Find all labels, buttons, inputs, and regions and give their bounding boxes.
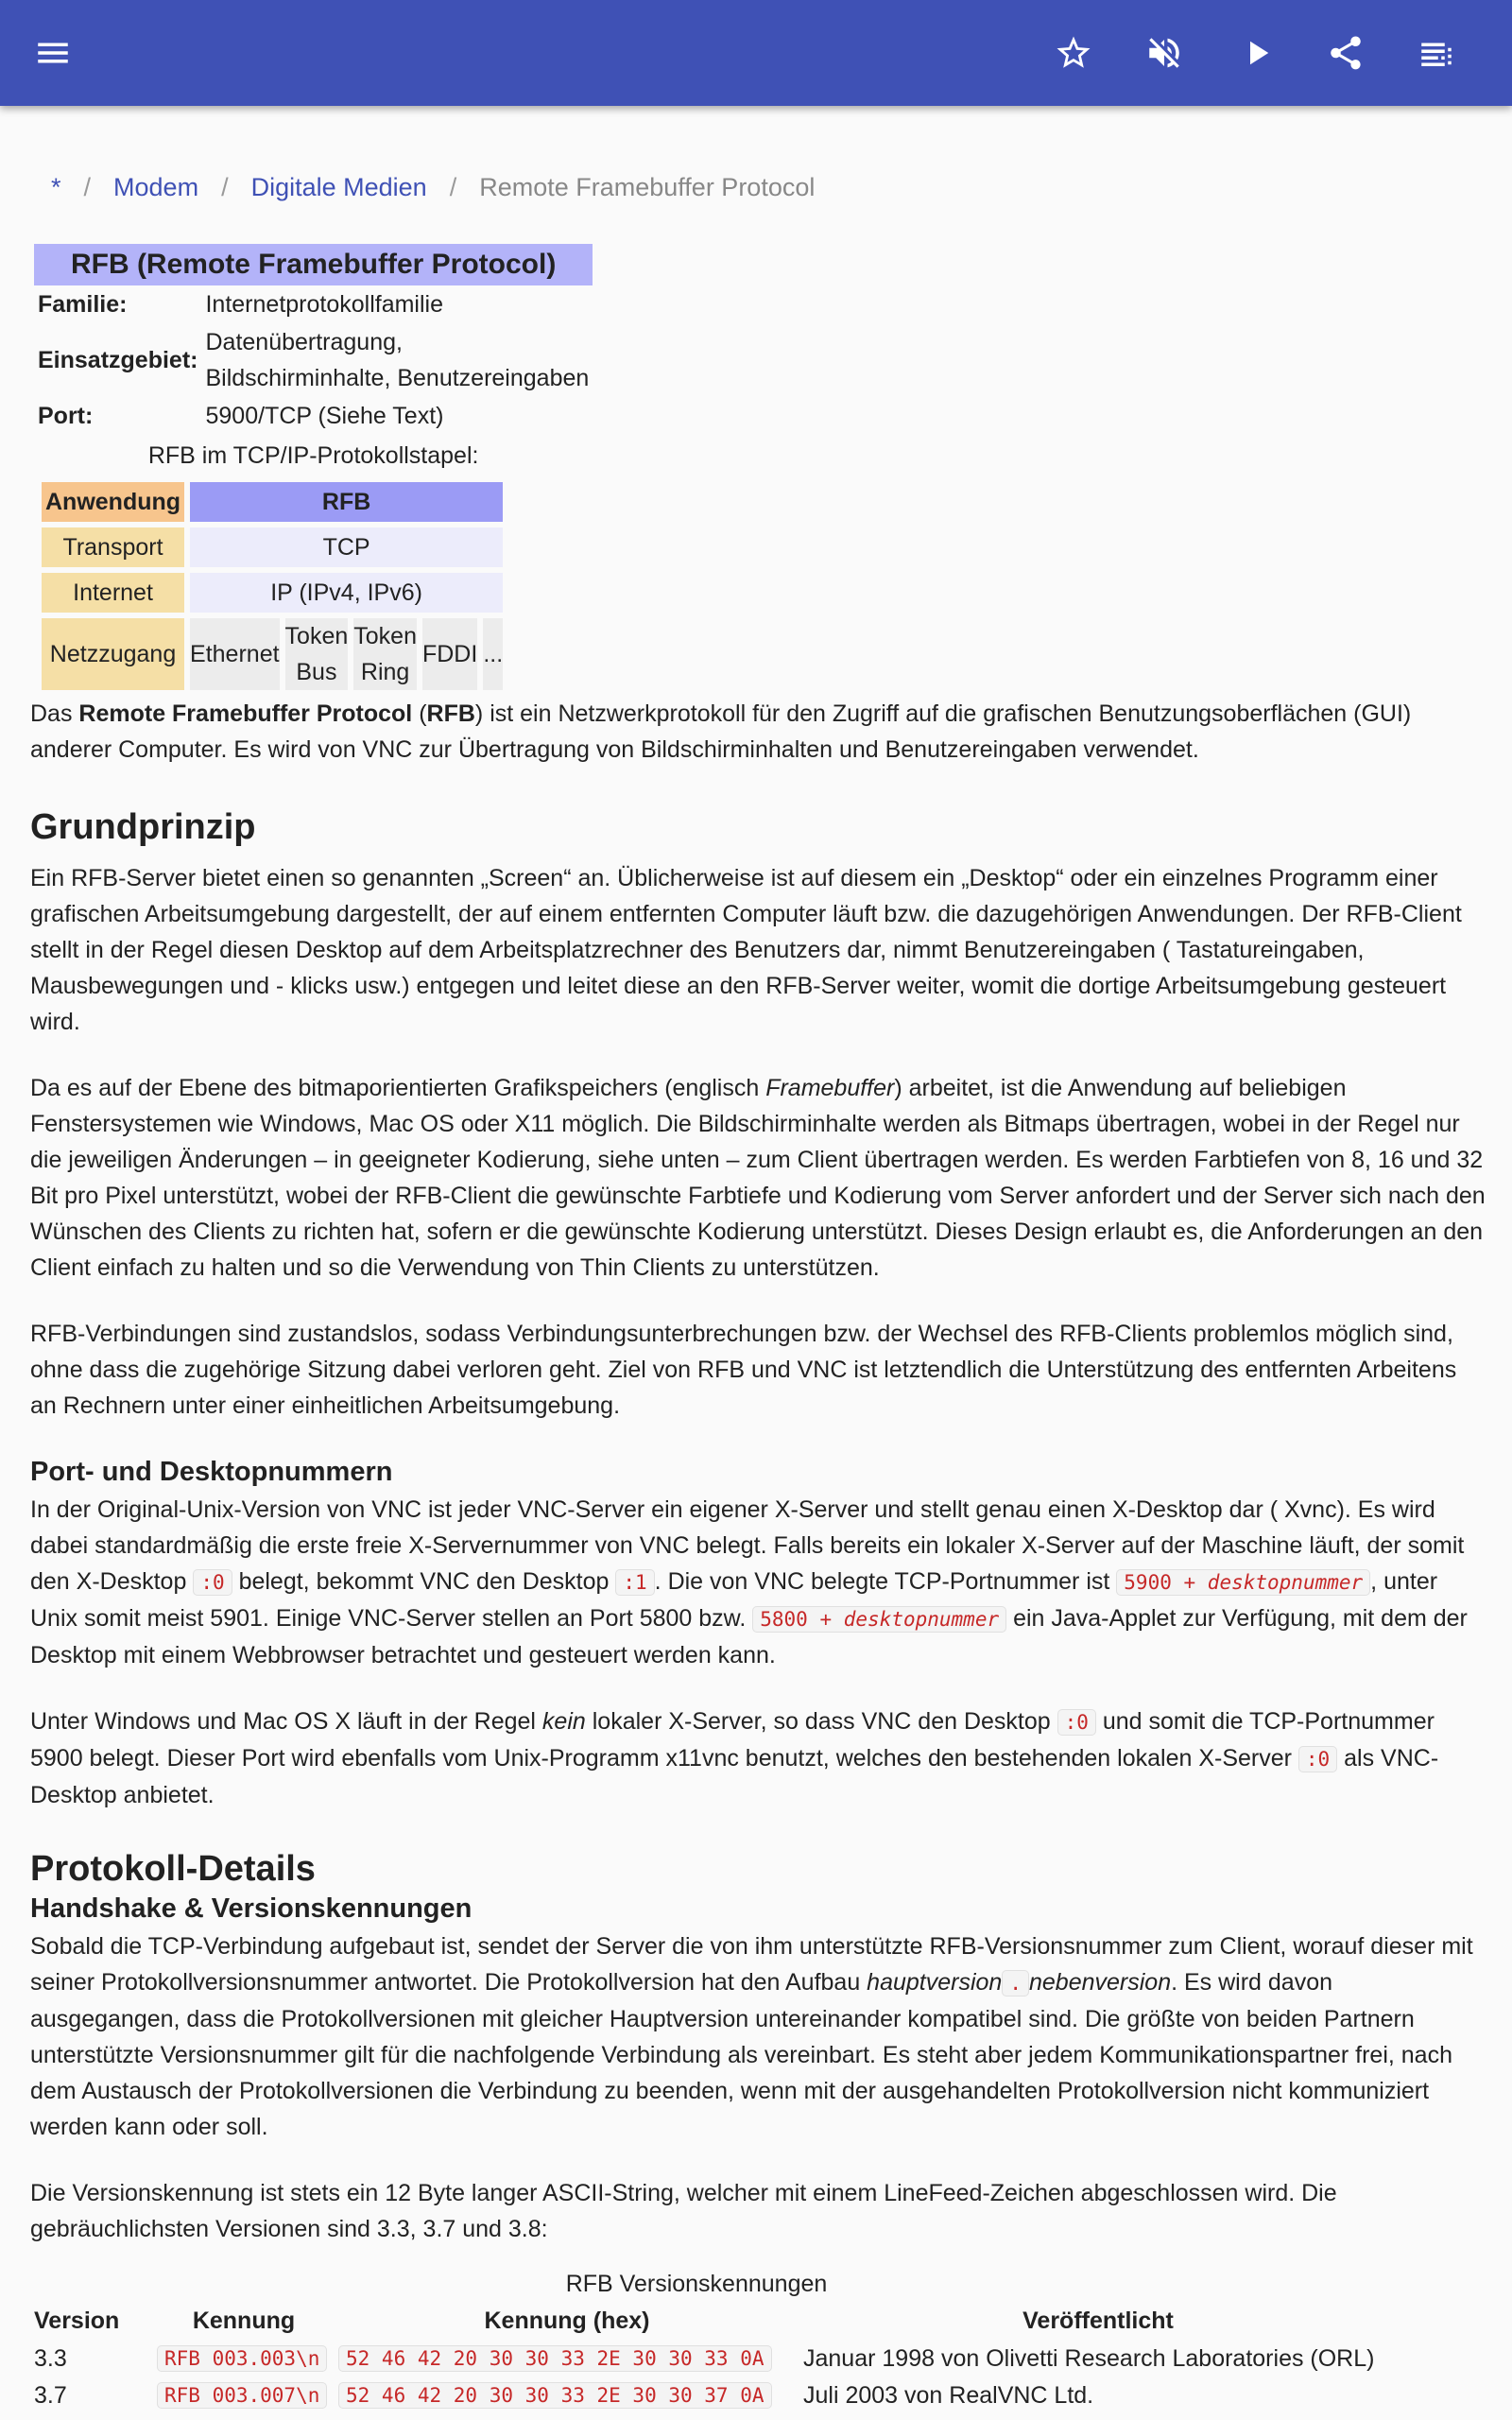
breadcrumb-current: Remote Framebuffer Protocol xyxy=(479,173,816,201)
code-snippet: RFB 003.007\n xyxy=(157,2382,327,2409)
paragraph-text: belegt, bekommt VNC den Desktop xyxy=(232,1568,616,1595)
table-cell-id xyxy=(153,2377,335,2413)
paragraph-emphasis: nebenversion xyxy=(1028,1969,1172,1996)
table-header: Kennung (hex) xyxy=(484,2308,650,2334)
version-table xyxy=(30,2302,1397,2413)
intro-bold-name: Remote Framebuffer Protocol xyxy=(78,700,413,727)
stack-caption: RFB im TCP/IP-Protokollstapel: xyxy=(147,442,479,469)
breadcrumb-home[interactable]: * xyxy=(51,173,61,201)
stack-link-token-ring-line2: Ring xyxy=(360,659,410,685)
intro-paragraph xyxy=(30,696,1486,768)
app-bar xyxy=(0,0,1512,106)
paragraph-text: Da es auf der Ebene des bitmaporientierten Grafikspeichers (englisch xyxy=(30,1075,766,1101)
ports-paragraph-1 xyxy=(30,1492,1486,1673)
intro-text: ) ist ein Netzwerkprotokoll für den Zugriff auf die grafischen Benutzungsoberflächen (GUI) anderer Computer. Es wird von VNC zur Übertragung von Bildschirminhalten und Benutzereingaben verwendet. xyxy=(30,700,1412,763)
code-text: 5900 + xyxy=(1124,1571,1208,1594)
code-snippet: :0 xyxy=(1057,1709,1096,1736)
table-row xyxy=(30,2377,1397,2413)
infobox-port-label: Port: xyxy=(38,403,94,429)
table-header: Veröffentlicht xyxy=(1022,2308,1174,2334)
menu-icon[interactable] xyxy=(25,25,81,81)
table-cell-version: 3.3 xyxy=(34,2344,67,2372)
paragraph-text: ein Java-Applet zur Verfügung, mit dem der Desktop mit einem Webbrowser betrachtet und gesteuert werden kann. xyxy=(30,1605,1468,1668)
details-paragraph-1 xyxy=(30,1928,1486,2145)
stack-link-more: ... xyxy=(483,618,503,690)
heading-handshake: Handshake & Versionskennungen xyxy=(30,1893,472,1924)
paragraph-text: . Die von VNC belegte TCP-Portnummer ist xyxy=(654,1568,1117,1595)
stack-link-token-ring-line1: Token xyxy=(353,623,417,649)
paragraph-text: In der Original-Unix-Version von VNC ist jeder VNC-Server ein eigener X-Server und stellt genau einen X-Desktop dar ( Xvnc). Es wird dabei standardmäßig die erste freie X-Servernummer von VNC belegt. Falls bereits ein lokaler X-Server auf der Maschine läuft, der somit den X-Desktop xyxy=(30,1496,1465,1595)
heading-protokoll-details: Protokoll-Details xyxy=(30,1849,316,1889)
volume-off-icon[interactable] xyxy=(1136,25,1193,81)
infobox-port-value: 5900/TCP (Siehe Text) xyxy=(205,403,444,429)
paragraph-text: . Es wird davon ausgegangen, dass die Protokollversionen mit gleicher Hauptversion untereinander kompatibel sind. Die größte von beiden Partnern unterstützte Versionsnummer gilt für die nachfolgende Verbindung als vereinbart. Es steht aber jedem Kommunikationspartner frei, nach dem Austausch der Protokollversionen die Verbindung zu beenden, wenn mit der ausgehandelten Protokollversion nicht kommuniziert werden kann oder soll. xyxy=(30,1969,1452,2140)
share-icon[interactable] xyxy=(1317,25,1374,81)
paragraph-text: , unter Unix somit meist 5901. Einige VNC-Server stellen an Port 5800 bzw. xyxy=(30,1568,1438,1632)
stack-layer-transport: Transport xyxy=(42,527,184,567)
code-snippet xyxy=(1116,1569,1370,1596)
star-icon[interactable] xyxy=(1045,25,1102,81)
stack-proto-ip[interactable]: IP (IPv4, IPv6) xyxy=(190,573,503,613)
stack-link-token-bus[interactable] xyxy=(285,618,349,690)
intro-text: ( xyxy=(412,700,427,727)
playlist-icon[interactable] xyxy=(1408,25,1465,81)
protocol-stack xyxy=(36,476,508,696)
stack-link-token-bus-line1: Token xyxy=(284,623,349,649)
table-cell-hex xyxy=(335,2377,799,2413)
grundprinzip-paragraph-1: Ein RFB-Server bietet einen so genannten „Screen“ an. Üblicherweise ist auf diesem ein „Desktop“ oder ein einzelnes Programm einer grafischen Arbeitsumgebung dargestellt, der auf einem entfernten Computer läuft bzw. die dazugehörigen Anwendungen. Der RFB-Client stellt in der Regel diesen Desktop auf dem Arbeitsplatzrechner des Benutzers dar, nimmt Benutzereingaben ( Tastatureingaben, Mausbewegungen und - klicks usw.) entgegen und leitet diese an den RFB-Server weiter, womit die dortige Arbeitsumgebung gesteuert wird. xyxy=(30,865,1462,1035)
version-table-caption: RFB Versionskennungen xyxy=(565,2271,828,2297)
table-cell-published: Januar 1998 von Olivetti Research Laboratories (ORL) xyxy=(803,2344,1375,2372)
ports-paragraph-2 xyxy=(30,1703,1486,1813)
code-snippet: . xyxy=(1002,1970,1029,1996)
breadcrumb-item-digitale-medien[interactable]: Digitale Medien xyxy=(250,173,427,201)
paragraph-emphasis: hauptversion xyxy=(867,1969,1003,1996)
paragraph-text: und somit die TCP-Portnummer 5900 belegt. Dieser Port wird ebenfalls vom Unix-Programm x11vnc benutzt, welches den bestehenden lokalen X-Server xyxy=(30,1708,1435,1772)
infobox-title: RFB (Remote Framebuffer Protocol) xyxy=(34,244,593,285)
code-snippet xyxy=(752,1606,1006,1633)
paragraph-text: Sobald die TCP-Verbindung aufgebaut ist, sendet der Server die von ihm unterstützte RFB-Versionsnummer zum Client, worauf dieser mit seiner Protokollversionsnummer antwortet. Die Protokollversion hat den Aufbau xyxy=(30,1933,1473,1996)
heading-port-desktopnummern: Port- und Desktopnummern xyxy=(30,1457,393,1487)
infobox-family-value[interactable]: Internetprotokollfamilie xyxy=(205,291,443,318)
stack-layer-internet: Internet xyxy=(42,573,184,613)
table-cell-published: Juli 2003 von RealVNC Ltd. xyxy=(803,2381,1094,2409)
infobox-family-label: Familie: xyxy=(38,291,128,318)
heading-grundprinzip: Grundprinzip xyxy=(30,807,256,847)
paragraph-text: Unter Windows und Mac OS X läuft in der Regel xyxy=(30,1708,542,1735)
stack-layer-link: Netzzugang xyxy=(42,618,184,690)
code-variable: desktopnummer xyxy=(1207,1571,1364,1594)
table-row xyxy=(30,2340,1397,2377)
infobox-use-value xyxy=(201,323,593,397)
paragraph-text: ) arbeitet, ist die Anwendung auf beliebigen Fenstersystemen wie Windows, Mac OS oder X11 möglich. Die Bildschirminhalte werden als Bitmaps übertragen, wobei in der Regel nur die jeweiligen Änderungen – in geeigneter Kodierung, siehe unten – zum Client übertragen werden. Es werden Farbtiefen von 8, 16 und 32 Bit pro Pixel unterstützt, wobei der RFB-Client die gewünschte Farbtiefe und Kodierung vom Server anfordert und der Server sich nach den Wünschen des Clients zu richten hat, sofern er die gewünschte Kodierung unterstützt. Dieses Design erlaubt es, die Anforderungen an den Client einfach zu halten und so die Verwendung von Thin Clients zu unterstützen. xyxy=(30,1075,1486,1281)
table-header-row xyxy=(30,2302,1397,2340)
stack-link-token-bus-line2: Bus xyxy=(296,659,337,685)
code-variable: desktopnummer xyxy=(843,1608,1000,1631)
breadcrumb-separator: / xyxy=(221,173,229,201)
table-cell-id xyxy=(153,2340,335,2377)
play-icon[interactable] xyxy=(1228,25,1285,81)
code-text: 5800 + xyxy=(760,1608,844,1631)
details-paragraph-2: Die Versionskennung ist stets ein 12 Byte langer ASCII-String, welcher mit einem LineFeed-Zeichen abgeschlossen wird. Die gebräuchlichsten Versionen sind 3.3, 3.7 und 3.8: xyxy=(30,2180,1337,2242)
code-snippet: 52 46 42 20 30 30 33 2E 30 30 37 0A xyxy=(338,2382,772,2409)
paragraph-text: als VNC-Desktop anbietet. xyxy=(30,1745,1439,1808)
infobox-use-label: Einsatzgebiet: xyxy=(38,347,198,373)
code-snippet: :1 xyxy=(615,1569,654,1596)
infobox xyxy=(34,244,593,696)
grundprinzip-paragraph-3: RFB-Verbindungen sind zustandslos, sodass Verbindungsunterbrechungen bzw. der Wechsel des RFB-Clients problemlos möglich sind, ohne dass die zugehörige Sitzung dabei verloren geht. Ziel von RFB und VNC ist letztendlich die Unterstützung des entfernten Arbeitens an Rechnern unter einer einheitlichen Arbeitsumgebung. xyxy=(30,1321,1457,1419)
stack-link-fddi[interactable]: FDDI xyxy=(422,618,477,690)
code-snippet: :0 xyxy=(1298,1746,1337,1772)
infobox-use-value-line1[interactable]: Datenübertragung, xyxy=(205,329,403,355)
infobox-use-value-line2: Bildschirminhalte, Benutzereingaben xyxy=(205,365,590,391)
code-snippet: 52 46 42 20 30 30 33 2E 30 30 33 0A xyxy=(338,2345,772,2372)
article-content xyxy=(30,244,1486,2413)
paragraph-emphasis: kein xyxy=(541,1708,586,1735)
table-header: Kennung xyxy=(192,2308,296,2334)
breadcrumb-item-modem[interactable]: Modem xyxy=(113,173,199,201)
stack-layer-application: Anwendung xyxy=(42,482,184,522)
stack-link-token-ring[interactable] xyxy=(353,618,417,690)
stack-proto-rfb: RFB xyxy=(190,482,503,522)
code-snippet: RFB 003.003\n xyxy=(157,2345,327,2372)
paragraph-text: lokaler X-Server, so dass VNC den Desktop xyxy=(585,1708,1057,1735)
table-header: Version xyxy=(34,2308,120,2334)
paragraph-emphasis: Framebuffer xyxy=(765,1075,895,1101)
table-cell-hex xyxy=(335,2340,799,2377)
stack-link-ethernet[interactable]: Ethernet xyxy=(190,618,280,690)
stack-proto-tcp[interactable]: TCP xyxy=(190,527,503,567)
breadcrumb-separator: / xyxy=(83,173,92,201)
table-cell-version: 3.7 xyxy=(34,2381,67,2409)
intro-bold-abbr: RFB xyxy=(426,700,475,727)
breadcrumb xyxy=(51,166,815,208)
stack-container xyxy=(34,476,593,696)
breadcrumb-separator: / xyxy=(449,173,457,201)
code-snippet: :0 xyxy=(193,1569,232,1596)
intro-text: Das xyxy=(30,700,79,727)
grundprinzip-paragraph-2 xyxy=(30,1070,1486,1286)
